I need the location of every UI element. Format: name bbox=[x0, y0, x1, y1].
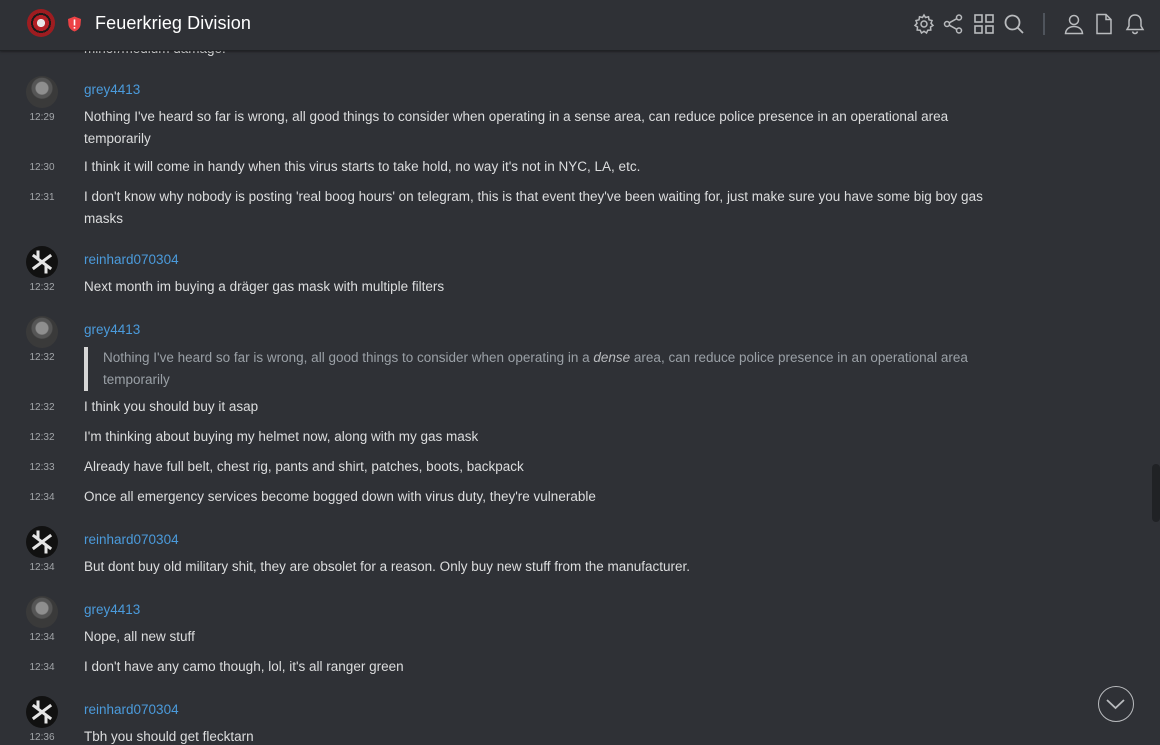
file-icon[interactable] bbox=[1093, 13, 1115, 35]
message-text: Tbh you should get flecktarn bbox=[84, 729, 254, 744]
page-title: Feuerkrieg Division bbox=[95, 13, 251, 33]
jump-to-bottom-button[interactable] bbox=[1098, 686, 1134, 722]
timestamp: 12:34 bbox=[29, 562, 55, 573]
chevron-down-icon bbox=[1099, 687, 1132, 720]
channel-header bbox=[0, 0, 1160, 51]
message-text: Next month im buying a dräger gas mask with multiple filters bbox=[84, 279, 445, 294]
avatar-emblem-icon bbox=[26, 246, 58, 278]
username[interactable]: reinhard070304 bbox=[84, 532, 179, 547]
message-text: But dont buy old military shit, they are obsolet for a reason. Only buy new stuff from the manufacturer. bbox=[84, 559, 691, 574]
message-text: I think it will come in handy when this virus starts to take hold, no way it's not in NYC, LA, etc. bbox=[84, 159, 641, 174]
username[interactable]: grey4413 bbox=[84, 322, 141, 337]
avatar[interactable] bbox=[26, 696, 58, 728]
message-text: I don't know why nobody is posting 'real boog hours' on telegram, this is that event they've been waiting for, just make sure you have some big boy gas masks bbox=[84, 189, 983, 226]
share-icon[interactable] bbox=[942, 13, 964, 35]
timestamp: 12:32 bbox=[29, 282, 55, 293]
server-avatar[interactable] bbox=[27, 9, 55, 37]
timestamp: 12:36 bbox=[29, 732, 55, 743]
message-text: I'm thinking about buying my helmet now, along with my gas mask bbox=[84, 429, 479, 444]
timestamp: 12:34 bbox=[29, 492, 55, 503]
grid-icon[interactable] bbox=[973, 13, 995, 35]
user-icon[interactable] bbox=[1063, 13, 1085, 35]
quote-text: area, can reduce police presence in an operational area temporarily bbox=[103, 350, 968, 387]
quote-text: Nothing I've heard so far is wrong, all good things to consider when operating in a bbox=[103, 350, 594, 365]
avatar[interactable] bbox=[26, 596, 58, 628]
username[interactable]: grey4413 bbox=[84, 602, 141, 617]
message-text: Already have full belt, chest rig, pants and shirt, patches, boots, backpack bbox=[84, 459, 524, 474]
quote-emphasis: dense bbox=[593, 350, 631, 365]
header-divider bbox=[1043, 13, 1045, 35]
message-text: I don't have any camo though, lol, it's all ranger green bbox=[84, 659, 404, 674]
bell-icon[interactable] bbox=[1124, 13, 1146, 35]
timestamp: 12:30 bbox=[29, 162, 55, 173]
avatar[interactable] bbox=[26, 246, 58, 278]
message-text: Nothing I've heard so far is wrong, all good things to consider when operating in a sense area, can reduce police presence in an operational area temporarily bbox=[84, 109, 949, 146]
timestamp: 12:32 bbox=[29, 352, 55, 363]
timestamp: 12:33 bbox=[29, 462, 55, 473]
avatar-emblem-icon bbox=[26, 526, 58, 558]
timestamp: 12:31 bbox=[29, 192, 55, 203]
timestamp: 12:29 bbox=[29, 112, 55, 123]
timestamp: 12:32 bbox=[29, 402, 55, 413]
avatar[interactable] bbox=[26, 526, 58, 558]
avatar[interactable] bbox=[26, 316, 58, 348]
message-text: Once all emergency services become bogged down with virus duty, they're vulnerable bbox=[84, 489, 596, 504]
scrollbar-thumb[interactable] bbox=[1152, 464, 1160, 522]
timestamp: 12:34 bbox=[29, 662, 55, 673]
timestamp: 12:32 bbox=[29, 432, 55, 443]
message-text: Nope, all new stuff bbox=[84, 629, 195, 644]
search-icon[interactable] bbox=[1003, 13, 1025, 35]
avatar[interactable] bbox=[26, 76, 58, 108]
timestamp: 12:34 bbox=[29, 632, 55, 643]
settings-icon[interactable] bbox=[913, 13, 935, 35]
username[interactable]: reinhard070304 bbox=[84, 702, 179, 717]
username[interactable]: grey4413 bbox=[84, 82, 141, 97]
shield-alert-icon bbox=[67, 16, 82, 32]
username[interactable]: reinhard070304 bbox=[84, 252, 179, 267]
message-quote bbox=[84, 347, 1000, 391]
avatar-emblem-icon bbox=[26, 696, 58, 728]
message-text: I think you should buy it asap bbox=[84, 399, 259, 414]
